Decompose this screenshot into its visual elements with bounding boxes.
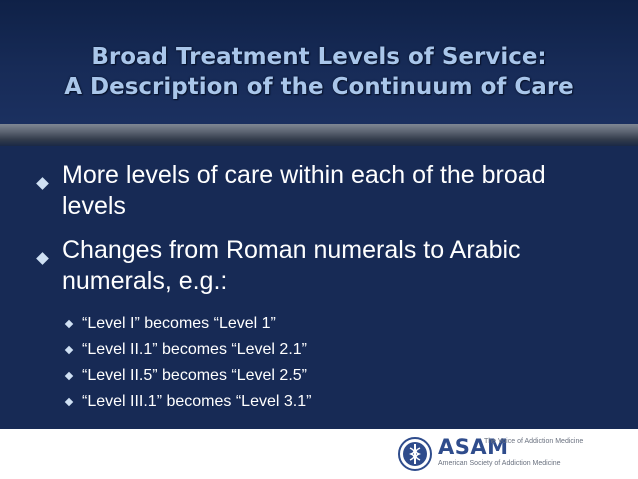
footer	[0, 429, 638, 479]
sub-bullet-text: “Level II.5” becomes “Level 2.5”	[82, 367, 307, 384]
sub-bullet-text: “Level I” becomes “Level 1”	[82, 315, 276, 332]
title-divider	[0, 124, 638, 146]
title-line-1: Broad Treatment Levels of Service:	[91, 44, 547, 70]
sub-bullet-item	[66, 392, 466, 416]
bullet-text: Changes from Roman numerals to Arabic numerals, e.g.:	[62, 236, 521, 295]
diamond-bullet-icon	[65, 320, 73, 328]
asam-seal-icon	[398, 437, 432, 471]
sub-bullet-item	[66, 314, 466, 338]
diamond-bullet-icon	[65, 398, 73, 406]
logo-tagline: The Voice of Addiction Medicine	[484, 438, 584, 445]
slide-title	[0, 42, 638, 102]
sub-bullet-text: “Level III.1” becomes “Level 3.1”	[82, 393, 312, 410]
diamond-bullet-icon	[36, 177, 49, 190]
diamond-bullet-icon	[65, 372, 73, 380]
sub-bullet-text: “Level II.1” becomes “Level 2.1”	[82, 341, 307, 358]
diamond-bullet-icon	[65, 346, 73, 354]
sub-bullet-item	[66, 340, 466, 364]
title-band	[0, 0, 638, 124]
sub-bullet-item	[66, 366, 466, 390]
bullet-text: More levels of care within each of the broad levels	[62, 161, 546, 220]
title-line-2: A Description of the Continuum of Care	[64, 74, 574, 100]
diamond-bullet-icon	[36, 252, 49, 265]
logo-text: ASAM	[438, 435, 509, 459]
organization-name: American Society of Addiction Medicine	[438, 460, 561, 467]
